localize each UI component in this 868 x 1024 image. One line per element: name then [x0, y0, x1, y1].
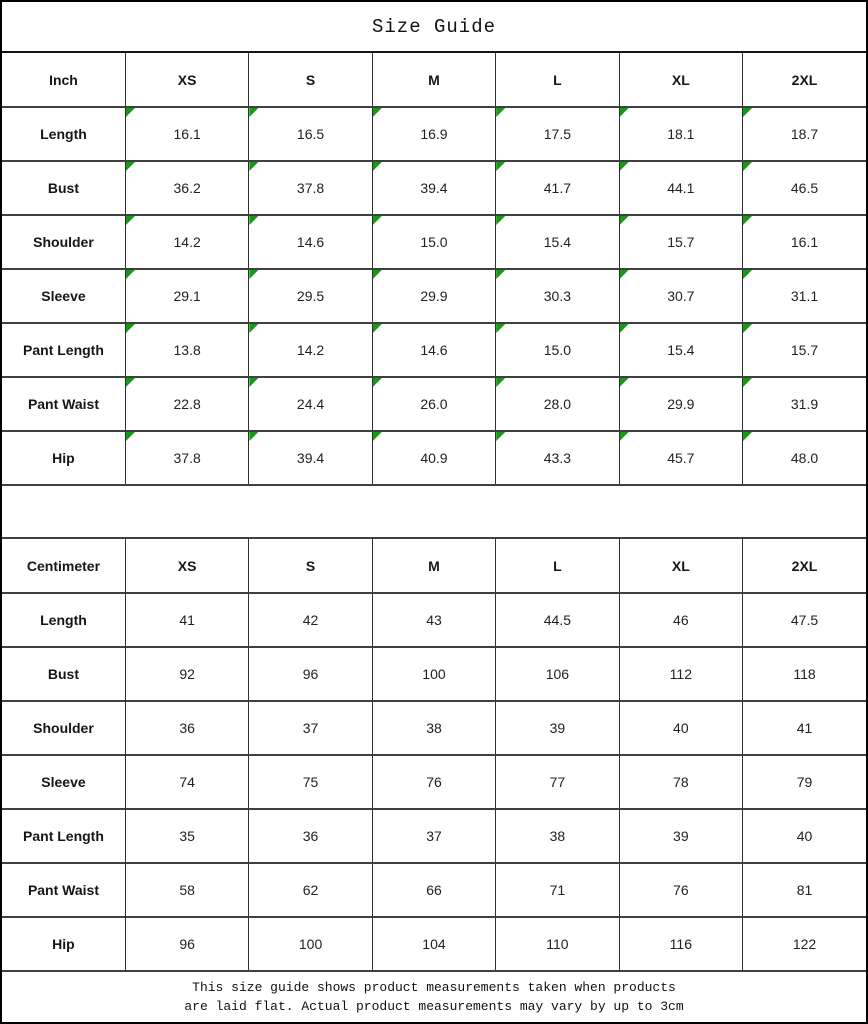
cell-corner-marker-icon — [743, 432, 752, 441]
value-cell: 26.0 — [372, 377, 495, 431]
size-header-cell: L — [496, 539, 619, 593]
cell-corner-marker-icon — [249, 216, 258, 225]
cell-corner-marker-icon — [373, 324, 382, 333]
value-cell: 39.4 — [249, 431, 372, 485]
cell-corner-marker-icon — [126, 270, 135, 279]
value-cell: 15.4 — [619, 323, 742, 377]
size-header-cell: XS — [125, 539, 248, 593]
cell-corner-marker-icon — [249, 108, 258, 117]
cell-corner-marker-icon — [743, 378, 752, 387]
value-cell: 38 — [372, 701, 495, 755]
value-cell: 81 — [743, 863, 866, 917]
measurement-label: Sleeve — [2, 269, 125, 323]
cell-corner-marker-icon — [373, 216, 382, 225]
cell-corner-marker-icon — [126, 324, 135, 333]
value-cell: 15.4 — [496, 215, 619, 269]
table-row — [2, 863, 866, 917]
cell-corner-marker-icon — [373, 108, 382, 117]
value-cell: 16.9 — [372, 107, 495, 161]
value-cell: 37 — [249, 701, 372, 755]
value-cell: 30.3 — [496, 269, 619, 323]
table-row — [2, 647, 866, 701]
table-spacer — [2, 486, 866, 539]
cell-corner-marker-icon — [620, 270, 629, 279]
size-header-cell: XL — [619, 53, 742, 107]
value-cell: 35 — [125, 809, 248, 863]
table-row — [2, 917, 866, 971]
footer-note — [2, 972, 866, 1022]
value-cell: 28.0 — [496, 377, 619, 431]
value-cell: 122 — [743, 917, 866, 971]
value-cell: 116 — [619, 917, 742, 971]
cell-corner-marker-icon — [620, 108, 629, 117]
value-cell: 15.0 — [496, 323, 619, 377]
measurement-label: Length — [2, 593, 125, 647]
measurement-label: Bust — [2, 161, 125, 215]
value-cell: 15.7 — [619, 215, 742, 269]
value-cell: 75 — [249, 755, 372, 809]
value-cell: 16.1 — [125, 107, 248, 161]
value-cell: 22.8 — [125, 377, 248, 431]
value-cell: 58 — [125, 863, 248, 917]
value-cell: 74 — [125, 755, 248, 809]
measurement-label: Shoulder — [2, 701, 125, 755]
value-cell: 46.5 — [743, 161, 866, 215]
value-cell: 14.2 — [125, 215, 248, 269]
table-row — [2, 269, 866, 323]
value-cell: 36 — [125, 701, 248, 755]
value-cell: 29.5 — [249, 269, 372, 323]
table-row — [2, 323, 866, 377]
footer-note-line-2: are laid flat. Actual product measurements may vary by up to 3cm — [184, 999, 684, 1014]
value-cell: 16.5 — [249, 107, 372, 161]
cell-corner-marker-icon — [620, 378, 629, 387]
value-cell: 14.6 — [372, 323, 495, 377]
value-cell: 18.7 — [743, 107, 866, 161]
inch-size-table — [2, 53, 866, 486]
cell-corner-marker-icon — [743, 270, 752, 279]
value-cell: 31.9 — [743, 377, 866, 431]
value-cell: 96 — [249, 647, 372, 701]
size-header-row — [2, 539, 866, 593]
value-cell: 40.9 — [372, 431, 495, 485]
value-cell: 29.9 — [372, 269, 495, 323]
cell-corner-marker-icon — [126, 216, 135, 225]
value-cell: 43.3 — [496, 431, 619, 485]
value-cell: 39.4 — [372, 161, 495, 215]
cell-corner-marker-icon — [496, 162, 505, 171]
cell-corner-marker-icon — [496, 216, 505, 225]
value-cell: 40 — [743, 809, 866, 863]
measurement-label: Shoulder — [2, 215, 125, 269]
value-cell: 100 — [249, 917, 372, 971]
value-cell: 43 — [372, 593, 495, 647]
value-cell: 66 — [372, 863, 495, 917]
table-row — [2, 701, 866, 755]
value-cell: 76 — [372, 755, 495, 809]
cell-corner-marker-icon — [249, 270, 258, 279]
value-cell: 29.1 — [125, 269, 248, 323]
value-cell: 79 — [743, 755, 866, 809]
table-row — [2, 755, 866, 809]
unit-header-cell: Inch — [2, 53, 125, 107]
cell-corner-marker-icon — [496, 324, 505, 333]
value-cell: 16.1 — [743, 215, 866, 269]
size-header-cell: M — [372, 539, 495, 593]
size-header-cell: L — [496, 53, 619, 107]
cell-corner-marker-icon — [620, 216, 629, 225]
value-cell: 71 — [496, 863, 619, 917]
cell-corner-marker-icon — [249, 324, 258, 333]
size-header-cell: 2XL — [743, 53, 866, 107]
cell-corner-marker-icon — [249, 432, 258, 441]
cell-corner-marker-icon — [373, 162, 382, 171]
value-cell: 92 — [125, 647, 248, 701]
value-cell: 106 — [496, 647, 619, 701]
measurement-label: Length — [2, 107, 125, 161]
value-cell: 38 — [496, 809, 619, 863]
value-cell: 96 — [125, 917, 248, 971]
table-row — [2, 215, 866, 269]
cell-corner-marker-icon — [126, 432, 135, 441]
size-header-cell: S — [249, 539, 372, 593]
measurement-label: Bust — [2, 647, 125, 701]
value-cell: 29.9 — [619, 377, 742, 431]
value-cell: 62 — [249, 863, 372, 917]
centimeter-size-table — [2, 539, 866, 972]
size-header-cell: XS — [125, 53, 248, 107]
value-cell: 37.8 — [249, 161, 372, 215]
table-row — [2, 161, 866, 215]
cell-corner-marker-icon — [126, 162, 135, 171]
cell-corner-marker-icon — [126, 108, 135, 117]
cell-corner-marker-icon — [373, 270, 382, 279]
cell-corner-marker-icon — [496, 270, 505, 279]
cell-corner-marker-icon — [620, 432, 629, 441]
value-cell: 14.6 — [249, 215, 372, 269]
measurement-label: Pant Waist — [2, 863, 125, 917]
measurement-label: Sleeve — [2, 755, 125, 809]
value-cell: 41.7 — [496, 161, 619, 215]
size-header-cell: M — [372, 53, 495, 107]
value-cell: 110 — [496, 917, 619, 971]
value-cell: 77 — [496, 755, 619, 809]
value-cell: 40 — [619, 701, 742, 755]
value-cell: 104 — [372, 917, 495, 971]
value-cell: 46 — [619, 593, 742, 647]
cell-corner-marker-icon — [126, 378, 135, 387]
value-cell: 44.5 — [496, 593, 619, 647]
value-cell: 15.0 — [372, 215, 495, 269]
value-cell: 39 — [619, 809, 742, 863]
cell-corner-marker-icon — [249, 162, 258, 171]
cell-corner-marker-icon — [496, 432, 505, 441]
cell-corner-marker-icon — [743, 324, 752, 333]
value-cell: 42 — [249, 593, 372, 647]
table-row — [2, 809, 866, 863]
value-cell: 118 — [743, 647, 866, 701]
value-cell: 36.2 — [125, 161, 248, 215]
value-cell: 45.7 — [619, 431, 742, 485]
value-cell: 100 — [372, 647, 495, 701]
table-row — [2, 593, 866, 647]
value-cell: 47.5 — [743, 593, 866, 647]
value-cell: 14.2 — [249, 323, 372, 377]
measurement-label: Hip — [2, 917, 125, 971]
table-row — [2, 107, 866, 161]
value-cell: 30.7 — [619, 269, 742, 323]
cell-corner-marker-icon — [249, 378, 258, 387]
value-cell: 15.7 — [743, 323, 866, 377]
page-title: Size Guide — [2, 2, 866, 53]
value-cell: 17.5 — [496, 107, 619, 161]
value-cell: 44.1 — [619, 161, 742, 215]
cell-corner-marker-icon — [620, 324, 629, 333]
size-header-cell: S — [249, 53, 372, 107]
value-cell: 37 — [372, 809, 495, 863]
cell-corner-marker-icon — [373, 432, 382, 441]
value-cell: 76 — [619, 863, 742, 917]
cell-corner-marker-icon — [373, 378, 382, 387]
value-cell: 37.8 — [125, 431, 248, 485]
cell-corner-marker-icon — [743, 216, 752, 225]
cell-corner-marker-icon — [496, 108, 505, 117]
measurement-label: Pant Length — [2, 323, 125, 377]
value-cell: 31.1 — [743, 269, 866, 323]
value-cell: 41 — [743, 701, 866, 755]
cell-corner-marker-icon — [620, 162, 629, 171]
unit-header-cell: Centimeter — [2, 539, 125, 593]
value-cell: 36 — [249, 809, 372, 863]
value-cell: 112 — [619, 647, 742, 701]
value-cell: 13.8 — [125, 323, 248, 377]
measurement-label: Hip — [2, 431, 125, 485]
size-header-cell: XL — [619, 539, 742, 593]
value-cell: 18.1 — [619, 107, 742, 161]
table-row — [2, 431, 866, 485]
table-row — [2, 377, 866, 431]
value-cell: 41 — [125, 593, 248, 647]
size-header-row — [2, 53, 866, 107]
value-cell: 78 — [619, 755, 742, 809]
cell-corner-marker-icon — [743, 108, 752, 117]
footer-note-line-1: This size guide shows product measurements taken when products — [192, 979, 676, 995]
measurement-label: Pant Length — [2, 809, 125, 863]
value-cell: 39 — [496, 701, 619, 755]
value-cell: 48.0 — [743, 431, 866, 485]
measurement-label: Pant Waist — [2, 377, 125, 431]
size-header-cell: 2XL — [743, 539, 866, 593]
cell-corner-marker-icon — [496, 378, 505, 387]
value-cell: 24.4 — [249, 377, 372, 431]
cell-corner-marker-icon — [743, 162, 752, 171]
